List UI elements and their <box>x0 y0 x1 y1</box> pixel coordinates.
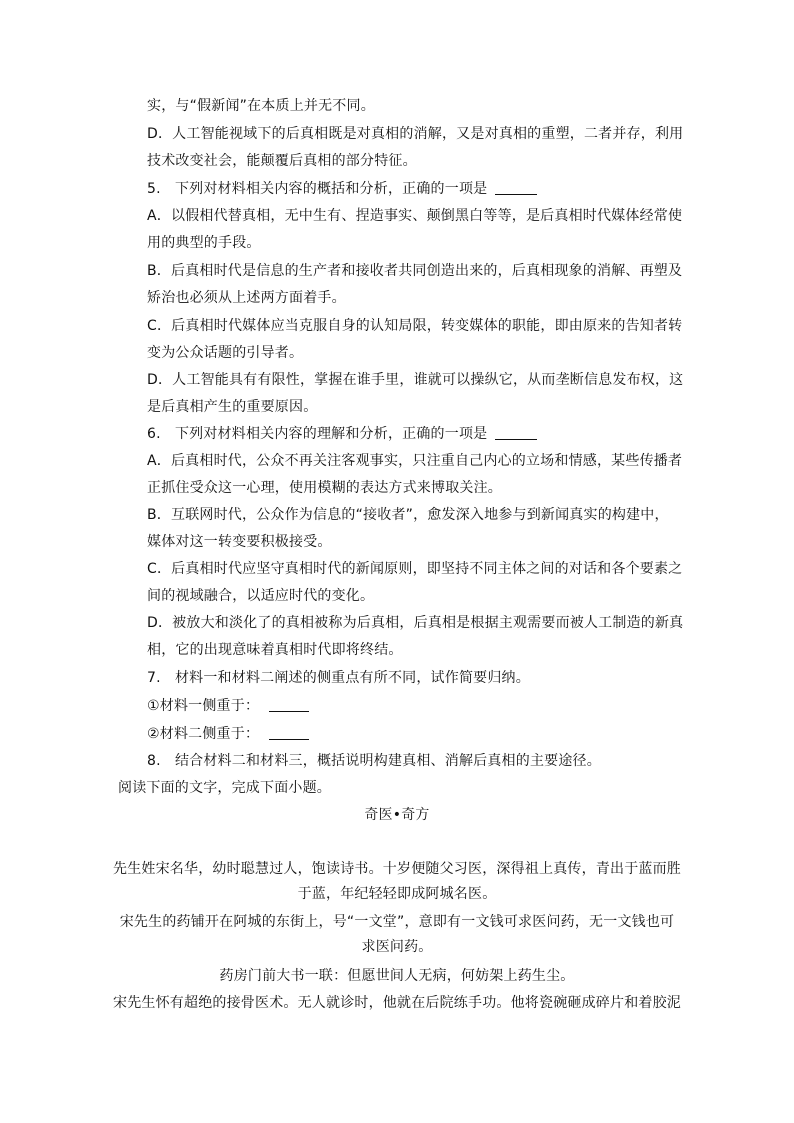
option-a-line: A．后真相时代，公众不再关注客观事实，只注重自己内心的立场和情感，某些传播者 <box>147 453 683 469</box>
text-line: 媒体对这一转变要积极接受。 <box>147 534 332 550</box>
question-8: 8. 结合材料二和材料三，概括说明构建真相、消解后真相的主要途径。 <box>147 753 601 769</box>
passage-line: 求医问药。 <box>361 939 433 955</box>
text-line: 实，与“假新闻”在本质上并无不同。 <box>147 98 375 114</box>
text-line: 正抓住受众这一心理，使用模糊的表达方式来博取关注。 <box>147 480 502 496</box>
answer-blank <box>269 725 309 740</box>
sub-question-2-text: ②材料二侧重于： <box>147 726 260 742</box>
passage-line: 药房门前大书一联：但愿世间人无病，何妨架上药生尘。 <box>219 968 575 984</box>
question-6-text: 6. 下列对材料相关内容的理解和分析，正确的一项是 <box>147 426 488 442</box>
passage-line: 于蓝，年纪轻轻即成阿城名医。 <box>297 886 497 902</box>
option-d-line: D．被放大和淡化了的真相被称为后真相，后真相是根据主观需要而被人工制造的新真 <box>147 615 684 631</box>
passage-title: 奇医•奇方 <box>364 807 430 823</box>
option-d-line: D．人工智能视域下的后真相既是对真相的消解，又是对真相的重塑，二者并存，利用 <box>147 126 684 142</box>
text-line: 矫治也必须从上述两方面着手。 <box>147 290 346 306</box>
sub-question-2 <box>147 724 309 744</box>
option-d-line: D．人工智能具有有限性，掌握在谁手里，谁就可以操纵它，从而垄断信息发布权，这 <box>147 372 684 388</box>
text-line: 用的典型的手段。 <box>147 235 261 251</box>
text-line: 间的视域融合，以适应时代的变化。 <box>147 588 375 604</box>
option-a-line: A．以假相代替真相，无中生有、捏造事实、颠倒黑白等等，是后真相时代媒体经常使 <box>147 208 683 224</box>
answer-blank <box>495 425 537 440</box>
text-line: 技术改变社会，能颠覆后真相的部分特征。 <box>147 153 417 169</box>
question-7: 7. 材料一和材料二阐述的侧重点有所不同，试作简要归纳。 <box>147 670 530 686</box>
question-6 <box>147 424 537 444</box>
sub-question-1-text: ①材料一侧重于： <box>147 698 260 714</box>
reading-instruction: 阅读下面的文字，完成下面小题。 <box>118 780 331 796</box>
option-c-line: C．后真相时代媒体应当克服自身的认知局限，转变媒体的职能，即由原来的告知者转 <box>147 318 683 334</box>
passage-line: 先生姓宋名华，幼时聪慧过人，饱读诗书。十岁便随父习医，深得祖上真传，青出于蓝而胜 <box>113 861 681 877</box>
text-line: 相，它的出现意味着真相时代即将终结。 <box>147 642 403 658</box>
option-c-line: C．后真相时代应坚守真相时代的新闻原则，即坚持不同主体之间的对话和各个要素之 <box>147 561 683 577</box>
sub-question-1 <box>147 696 309 716</box>
answer-blank <box>495 180 537 195</box>
question-5 <box>147 179 537 199</box>
passage-line: 宋先生的药铺开在阿城的东街上，号“一文堂”，意即有一文钱可求医问药，无一文钱也可 <box>119 914 675 930</box>
option-b-line: B．后真相时代是信息的生产者和接收者共同创造出来的，后真相现象的消解、再塑及 <box>147 263 683 279</box>
option-b-line: B．互联网时代，公众作为信息的“接收者”，愈发深入地参与到新闻真实的构建中， <box>147 507 669 523</box>
text-line: 变为公众话题的引导者。 <box>147 345 304 361</box>
passage-line: 宋先生怀有超绝的接骨医术。无人就诊时，他就在后院练手功。他将瓷碗砸成碎片和着胶泥 <box>113 995 681 1011</box>
text-line: 是后真相产生的重要原因。 <box>147 399 318 415</box>
answer-blank <box>269 697 309 712</box>
question-5-text: 5. 下列对材料相关内容的概括和分析，正确的一项是 <box>147 181 488 197</box>
